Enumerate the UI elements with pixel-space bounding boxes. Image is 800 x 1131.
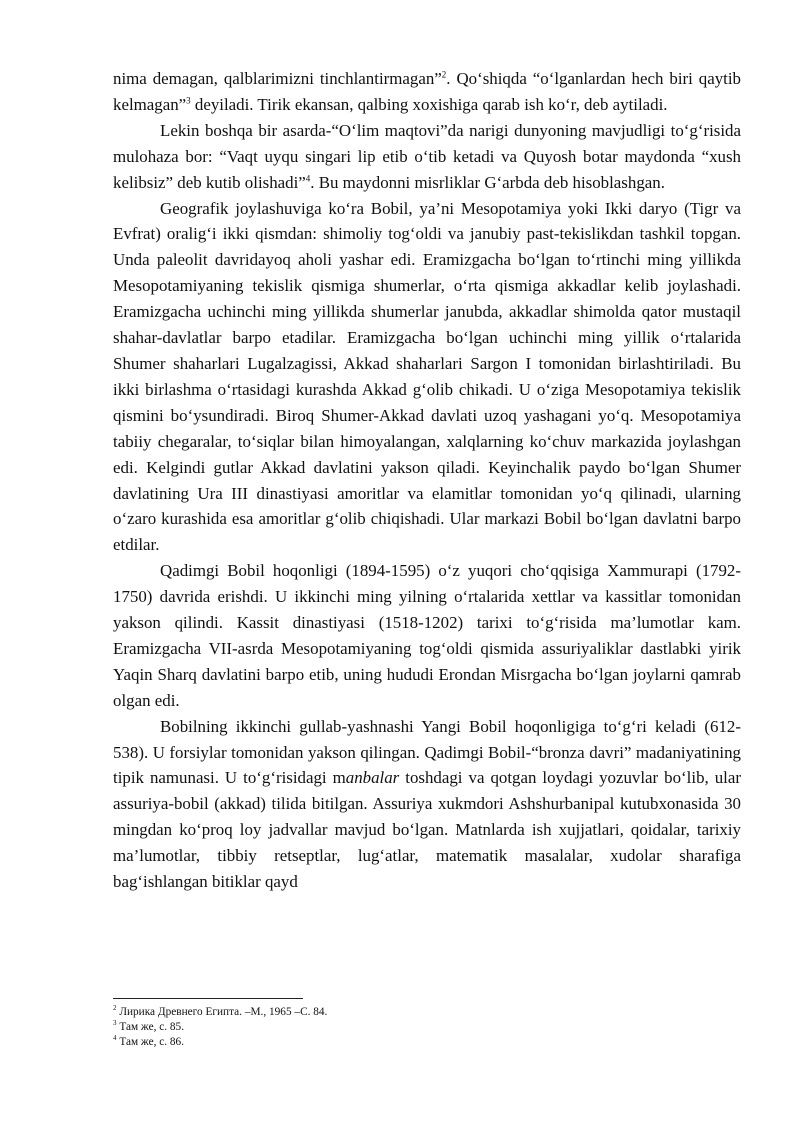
text-run: Geografik joylashuviga ko‘ra Bobil, ya’ni Mesopotamiya yoki Ikki daryo (Tigr va Evfrat) oralig‘i ikki qismdan: shimoliy tog‘oldi va janubiy past-tekislikdan tashkil topgan. Unda paleolit davridayoq aholi yashar edi. Eramizgacha bo‘lgan to‘rtinchi ming yillikda Mesopotamiyaning tekislik qismiga shumerlar, o‘rta qismiga akkadlar kelib joylashadi. Eramizgacha uchinchi ming yillikda shumerlar janubda, akkadlar shimolda qator mustaqil shahar-davlatlar barpo etadilar. Eramizgacha bo‘lgan uchinchi ming yillik o‘rtalarida Shumer shaharlari Lugalzagissi, Akkad shaharlari Sargon I tomonidan birlashtiriladi. Bu ikki birlashma o‘rtasidagi kurashda Akkad g‘olib chikadi. U o‘ziga Mesopotamiya tekislik qismini bo‘ysundiradi. Biroq Shumer-Akkad davlati uzoq yashagani yo‘q. Mesopotamiya tabiiy chegaralar, to‘siqlar bilan himoyalangan, xalqlarning ko‘chuv markazida joylashgan edi. Kelgindi gutlar Akkad davlatini yakson qiladi. Keyinchalik paydo bo‘lgan Shumer davlatining Ura III dinastiyasi amoritlar va elamitlar tomonidan yo‘q qilinadi, ularning o‘zaro kurashida esa amoritlar g‘olib chiqishadi. Ular markazi Bobil bo‘lgan davlatni barpo etdilar.	[113, 198, 741, 555]
paragraph	[113, 66, 741, 118]
footnote-text: Лирика Древнего Египта. –М., 1965 –С. 84.	[116, 1006, 328, 1018]
footnotes	[113, 998, 741, 1050]
footnote-ref: 2	[441, 69, 447, 80]
footnote-ref: 3	[186, 95, 191, 106]
text-run: nima demagan, qalblarimizni tinchlantirmagan”	[113, 69, 442, 88]
footnote	[113, 1035, 741, 1050]
footnote	[113, 1005, 741, 1020]
footnote-number: 2	[113, 1004, 117, 1013]
footnote-ref: 4	[305, 173, 311, 183]
footnote-divider	[113, 998, 303, 999]
paragraph	[113, 118, 741, 196]
footnote-text: Там же, с. 86.	[116, 1036, 185, 1048]
text-run: Lekin boshqa bir asarda-“O‘lim maqtovi”da narigi dunyoning mavjudligi to‘g‘risida mulohaza bor: “Vaqt uyqu singari lip etib o‘tib ketadi va Quyosh botar maydonda “xush kelibsiz” deb kutib olishadi”	[113, 120, 741, 192]
paragraph	[113, 558, 741, 713]
text-run: . Bu maydonni misrliklar G‘arbda deb hisoblashgan.	[310, 172, 665, 192]
footnote-number: 4	[113, 1034, 117, 1043]
footnote-number: 3	[113, 1019, 117, 1028]
text-run: . Qo‘shiqda “o‘lganlardan hech biri qaytib kelmagan”	[113, 69, 741, 114]
text-run: Bobilning ikkinchi gullab-yashnashi Yangi Bobil hoqonligiga to‘g‘ri keladi (612-538). U forsiylar tomonidan yakson qilingan. Qadimgi Bobil-“bronza davri” madaniyatining tipik namunasi. U to‘g‘risidagi m	[113, 716, 741, 788]
main-text	[113, 66, 741, 895]
paragraph	[113, 714, 741, 895]
paragraph	[113, 196, 741, 559]
italic-text: anbalar	[345, 768, 400, 788]
footnote-text: Там же, с. 85.	[116, 1021, 185, 1033]
footnote	[113, 1020, 741, 1035]
text-run: toshdagi va qotgan loydagi yozuvlar bo‘lib, ular assuriya-bobil (akkad) tilida bitilgan. Assuriya xukmdori Ashshurbanipal kutubxonasida 30 mingdan ko‘proq loy jadvallar mavjud bo‘lgan. Matnlarda ish xujjatlari, qoidalar, tarixiy ma’lumotlar, tibbiy retseptlar, lug‘atlar, matematik masalalar, xudolar sharafiga bag‘ishlangan bitiklar qayd	[113, 768, 741, 892]
text-run: deyiladi. Tirik ekansan, qalbing xoxishiga qarab ish ko‘r, deb aytiladi.	[190, 94, 668, 114]
text-run: Qadimgi Bobil hoqonligi (1894-1595) o‘z yuqori cho‘qqisiga Xammurapi (1792-1750) davrida erishdi. U ikkinchi ming yilning o‘rtalarida xettlar va kassitlar tomonidan yakson qilindi. Kassit dinastiyasi (1518-1202) tarixi to‘g‘risida ma’lumotlar kam. Eramizgacha VII-asrda Mesopotamiyaning tog‘oldi qismida assuriyaliklar dastlabki yirik Yaqin Sharq davlatini barpo etib, uning hududi Erondan Misrgacha bo‘lgan joylarni qamrab olgan edi.	[113, 561, 741, 710]
